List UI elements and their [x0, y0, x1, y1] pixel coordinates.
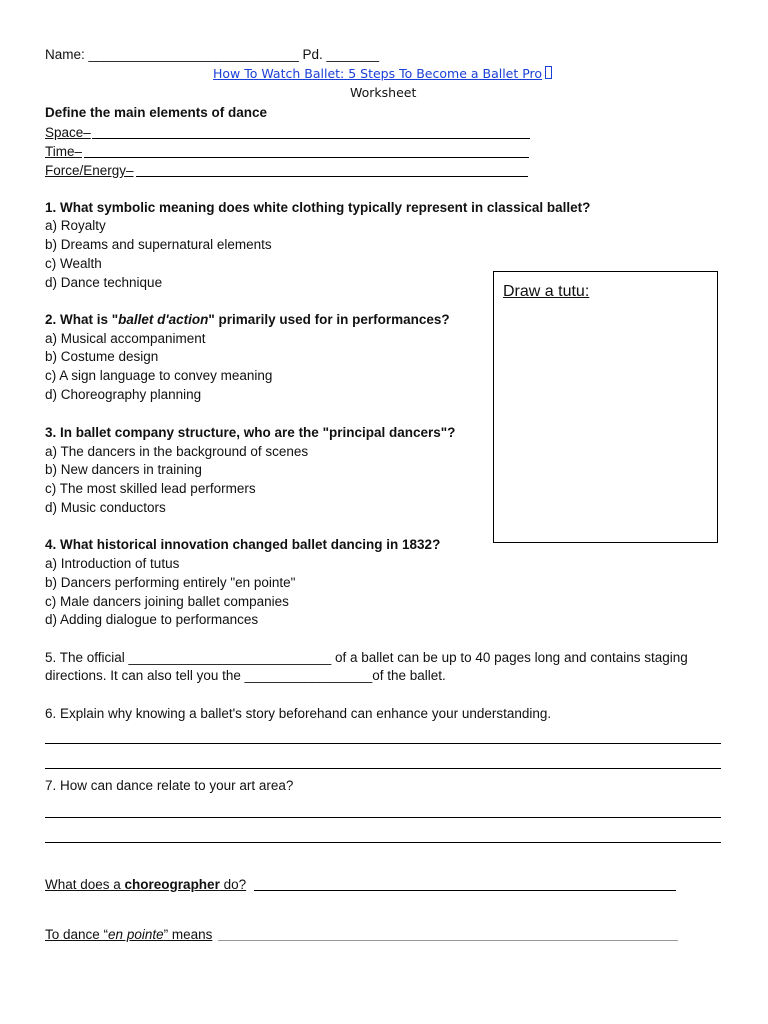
question-3-option-a: a) The dancers in the background of scenes [45, 444, 309, 459]
question-3-option-d: d) Music conductors [45, 500, 166, 515]
choreographer-term: choreographer [124, 877, 220, 892]
question-3-option-b: b) New dancers in training [45, 462, 202, 477]
question-1-prompt: 1. What symbolic meaning does white clothing typically represent in classical ballet? [45, 200, 591, 215]
question-1-option-b: b) Dreams and supernatural elements [45, 237, 272, 252]
question-6-answer-line-1[interactable] [45, 743, 721, 744]
en-pointe-answer-line[interactable] [218, 940, 678, 941]
en-pointe-prompt-post: ” means [163, 927, 213, 942]
en-pointe-prompt [45, 926, 212, 943]
en-pointe-prompt-pre: To dance “ [45, 927, 109, 942]
define-space-line [92, 138, 530, 139]
define-term-space: Space– [45, 125, 91, 140]
choreographer-answer-line[interactable] [254, 890, 676, 891]
question-2-prompt-term: ballet d'action [118, 312, 209, 327]
name-pd-line: Name: ____________________________ Pd. _______ [45, 47, 380, 62]
question-4-option-b: b) Dancers performing entirely "en pointe" [45, 575, 296, 590]
en-pointe-term: en pointe [108, 927, 164, 942]
question-4-prompt: 4. What historical innovation changed ballet dancing in 1832? [45, 537, 441, 552]
question-2-prompt [45, 311, 450, 328]
question-4-option-a: a) Introduction of tutus [45, 556, 180, 571]
question-7-answer-line-2[interactable] [45, 842, 721, 843]
question-2-option-b: b) Costume design [45, 349, 159, 364]
question-1-option-d: d) Dance technique [45, 275, 163, 290]
question-5-line-1: 5. The official ___________________________ of a ballet can be up to 40 pages long and contains staging [45, 650, 688, 665]
define-term-time: Time– [45, 144, 83, 159]
choreographer-prompt [45, 876, 246, 893]
draw-tutu-box[interactable] [493, 271, 718, 543]
define-time-line [84, 157, 529, 158]
question-3-option-c: c) The most skilled lead performers [45, 481, 256, 496]
external-link-icon[interactable] [545, 66, 552, 79]
question-7-answer-line-1[interactable] [45, 817, 721, 818]
choreographer-prompt-post: do? [219, 877, 247, 892]
question-2-option-c: c) A sign language to convey meaning [45, 368, 273, 383]
question-5-line-2: directions. It can also tell you the _________________of the ballet. [45, 668, 446, 683]
choreographer-prompt-pre: What does a [45, 877, 125, 892]
video-title-link[interactable] [213, 65, 552, 82]
question-3-prompt: 3. In ballet company structure, who are the "principal dancers"? [45, 425, 456, 440]
draw-tutu-title: Draw a tutu: [503, 283, 590, 300]
define-force-line [136, 176, 528, 177]
question-6-prompt: 6. Explain why knowing a ballet's story beforehand can enhance your understanding. [45, 706, 552, 721]
question-4-option-c: c) Male dancers joining ballet companies [45, 594, 289, 609]
question-1-option-a: a) Royalty [45, 218, 106, 233]
question-2-option-d: d) Choreography planning [45, 387, 202, 402]
question-1-option-c: c) Wealth [45, 256, 102, 271]
question-2-option-a: a) Musical accompaniment [45, 331, 206, 346]
define-heading: Define the main elements of dance [45, 105, 268, 120]
question-6-answer-line-2[interactable] [45, 768, 721, 769]
video-title-link-text[interactable]: How To Watch Ballet: 5 Steps To Become a Ballet Pro [213, 66, 543, 81]
define-term-force: Force/Energy– [45, 163, 134, 178]
question-2-prompt-post: " primarily used for in performances? [208, 312, 450, 327]
question-2-prompt-pre: 2. What is " [45, 312, 119, 327]
question-7-prompt: 7. How can dance relate to your art area? [45, 778, 294, 793]
question-4-option-d: d) Adding dialogue to performances [45, 612, 259, 627]
worksheet-subtitle: Worksheet [350, 85, 417, 100]
